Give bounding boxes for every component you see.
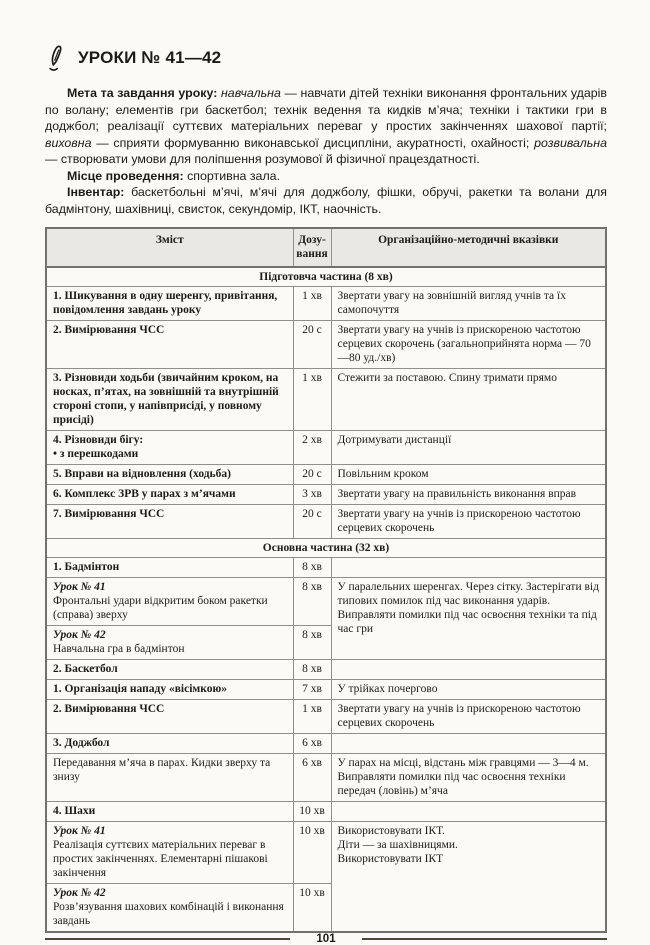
lesson-description: Навчальна гра в бадмінтон — [53, 643, 185, 656]
inventory-text: баскетбольні м’ячі, м’ячі для доджболу, фішки, обручі, ракетки та волани для бадмінтону, шахівниці, свисток, секундомір, ІКТ, наочність. — [45, 185, 607, 216]
content-cell: 2. Вимірювання ЧСС — [46, 700, 293, 734]
table-row — [46, 802, 606, 822]
lesson-description: Реалізація суттєвих матеріальних переваг в простих закінченнях. Елементарні пішакові закінчення — [53, 839, 268, 880]
footer-rule-right — [362, 938, 607, 940]
table-row — [46, 558, 606, 578]
dose-cell: 1 хв — [293, 286, 331, 320]
note-cell: Дотримувати дистанції — [331, 430, 606, 464]
table-row-lesson-41-badminton — [46, 578, 606, 626]
dose-cell: 8 хв — [293, 578, 331, 626]
content-cell: 4. Шахи — [46, 802, 293, 822]
note-cell: Звертати увагу на учнів із прискореною частотою серцевих скорочень (загальноприйнята норма — 70—80 уд./хв) — [331, 320, 606, 368]
goal-label: Мета та завдання уроку: — [67, 86, 221, 100]
content-cell: 3. Доджбол — [46, 734, 293, 754]
note-cell: Звертати увагу на учнів із прискореною частотою серцевих скорочень — [331, 700, 606, 734]
goal-type-developmental: розвивальна — [534, 135, 607, 150]
note-cell-merged — [331, 822, 606, 933]
dose-cell: 8 хв — [293, 558, 331, 578]
content-cell — [46, 626, 293, 660]
content-cell: 1. Шикування в одну шеренгу, привітання, повідомлення завдань уроку — [46, 286, 293, 320]
page-number: 101 — [316, 933, 336, 945]
dose-cell: 10 хв — [293, 802, 331, 822]
content-cell: 3. Різновиди ходьби (звичайним кроком, на носках, п’ятах, на зовнішній та внутрішній стороні стопи, у напівприсіді, у повному присіді) — [46, 368, 293, 430]
lesson-header — [45, 44, 607, 72]
content-cell — [46, 578, 293, 626]
note-cell: Звертати увагу на правильність виконання вправ — [331, 484, 606, 504]
column-header-notes: Організаційно-методичні вказівки — [331, 228, 606, 267]
note-paragraph: Використовувати ІКТ. — [337, 825, 445, 838]
dose-cell: 10 хв — [293, 822, 331, 884]
note-paragraph: Діти — за шахівницями. — [337, 839, 458, 852]
table-row — [46, 660, 606, 680]
goal-text-3: — створювати умови для поліпшення розумової й фізичної працездатності. — [45, 152, 480, 166]
note-cell: Звертати увагу на зовнішній вигляд учнів та їх самопочуття — [331, 286, 606, 320]
goal-text-2: — сприяти формуванню виконавської дисципліни, акуратності, охайності; — [91, 135, 535, 150]
dose-cell: 1 хв — [293, 700, 331, 734]
lesson-description: Фронтальні удари відкритим боком ракетки (справа) зверху — [53, 595, 268, 622]
table-header-row — [46, 228, 606, 267]
content-cell: 6. Комплекс ЗРВ у парах з м’ячами — [46, 484, 293, 504]
dose-cell: 20 с — [293, 504, 331, 538]
lesson-number-label: Урок № 42 — [53, 629, 106, 642]
table-row — [46, 286, 606, 320]
note-cell: Стежити за поставою. Спину тримати прямо — [331, 368, 606, 430]
table-row — [46, 320, 606, 368]
dose-cell: 8 хв — [293, 660, 331, 680]
dose-cell: 2 хв — [293, 430, 331, 464]
content-cell — [46, 822, 293, 884]
note-cell: У парах на місці, відстань між гравцями — 3—4 м. Виправляти помилки під час освоєння техніки передач (ловінь) м’яча — [331, 754, 606, 802]
content-cell: 1. Бадмінтон — [46, 558, 293, 578]
column-header-dose: Дозу-вання — [293, 228, 331, 267]
table-row — [46, 754, 606, 802]
content-cell — [46, 884, 293, 933]
note-cell: Звертати увагу на учнів із прискореною частотою серцевих скорочень — [331, 504, 606, 538]
lesson-description: Розв’язування шахових комбінацій і виконання завдань — [53, 901, 284, 928]
content-bullet-line: • з перешкодами — [53, 447, 139, 460]
goal-type-teaching: навчальна — [220, 86, 281, 100]
note-cell — [331, 734, 606, 754]
dose-cell: 3 хв — [293, 484, 331, 504]
dose-cell: 7 хв — [293, 680, 331, 700]
section-title: Основна частина (32 хв) — [46, 539, 606, 558]
table-row — [46, 504, 606, 538]
table-row — [46, 700, 606, 734]
note-cell: Повільним кроком — [331, 464, 606, 484]
content-cell — [46, 430, 293, 464]
dose-cell: 1 хв — [293, 368, 331, 430]
inventory-paragraph — [45, 184, 607, 217]
note-cell — [331, 660, 606, 680]
goal-text-1: — навчати дітей техніки виконання фронтальних ударів по волану; елементів гри баскетбол; технік ведення та кидків м’яча; техніки і тактики гри в доджбол; реалізації суттєвих матеріальних переваг у простих закінченнях шахової партії; — [45, 86, 607, 133]
content-cell: Передавання м’яча в парах. Кидки зверху та знизу — [46, 754, 293, 802]
dose-cell: 20 с — [293, 464, 331, 484]
inventory-label: Інвентар: — [67, 185, 132, 199]
pen-icon — [45, 44, 71, 72]
dose-cell: 8 хв — [293, 626, 331, 660]
lesson-number-label: Урок № 42 — [53, 887, 106, 900]
note-cell — [331, 558, 606, 578]
page-footer — [45, 933, 607, 945]
content-cell: 7. Вимірювання ЧСС — [46, 504, 293, 538]
goal-type-educational: виховна — [45, 135, 92, 150]
content-line: 4. Різновиди бігу: — [53, 433, 144, 446]
lesson-number-label: Урок № 41 — [53, 581, 106, 594]
footer-rule-left — [45, 938, 290, 940]
table-row — [46, 464, 606, 484]
content-cell: 1. Організація нападу «вісімкою» — [46, 680, 293, 700]
dose-cell: 6 хв — [293, 734, 331, 754]
note-paragraph: Використовувати ІКТ — [337, 853, 444, 866]
table-row-lesson-41-chess — [46, 822, 606, 884]
table-row — [46, 368, 606, 430]
note-paragraph: Виправляти помилки під час освоєння техніки та під час гри — [337, 609, 597, 636]
dose-cell: 6 хв — [293, 754, 331, 802]
section-title: Підготовча частина (8 хв) — [46, 267, 606, 287]
table-row — [46, 734, 606, 754]
table-row — [46, 430, 606, 464]
content-cell: 2. Вимірювання ЧСС — [46, 320, 293, 368]
section-row-main — [46, 539, 606, 558]
dose-cell: 10 хв — [293, 884, 331, 933]
note-paragraph: У паралельних шеренгах. Через сітку. Застерігати від типових помилок під час виконання ударів. — [337, 581, 599, 608]
location-label: Місце проведення: — [67, 168, 188, 183]
lesson-number-label: Урок № 41 — [53, 825, 106, 838]
note-cell: У трійках почергово — [331, 680, 606, 700]
lesson-intro — [45, 85, 607, 217]
goal-paragraph — [45, 85, 607, 168]
table-row — [46, 484, 606, 504]
lesson-plan-table — [45, 227, 607, 933]
dose-cell: 20 с — [293, 320, 331, 368]
section-row-preparatory — [46, 267, 606, 287]
column-header-content: Зміст — [46, 228, 293, 267]
page-title: УРОКИ № 41—42 — [78, 48, 222, 67]
content-cell: 2. Баскетбол — [46, 660, 293, 680]
note-cell — [331, 802, 606, 822]
location-paragraph — [45, 168, 607, 185]
note-cell-merged — [331, 578, 606, 660]
content-cell: 5. Вправи на відновлення (ходьба) — [46, 464, 293, 484]
location-text: спортивна зала. — [187, 168, 281, 183]
table-row — [46, 680, 606, 700]
